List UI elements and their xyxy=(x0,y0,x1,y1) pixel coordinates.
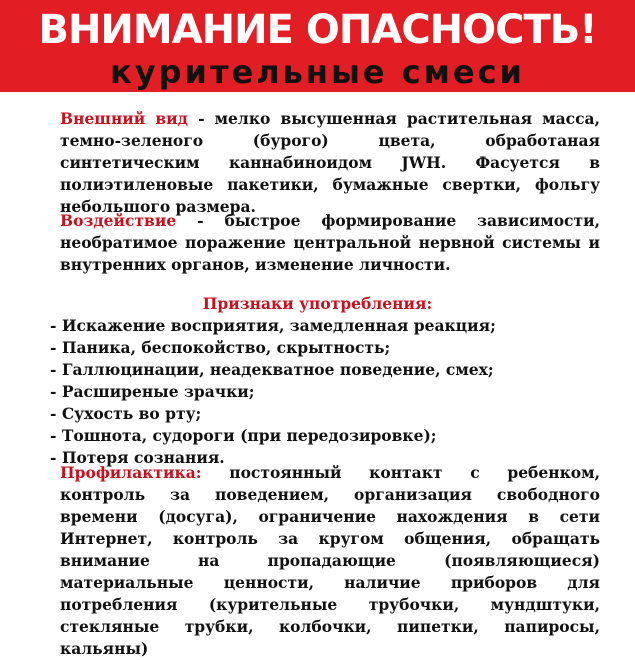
list-item: - Сухость во рту; xyxy=(50,404,202,423)
prevention-text: постоянный контакт с ребенком, контроль за поведением, организация свободного времени (досуга), ограничение нахождения в сети Интернет, контроль за кругом общения, обращать внимание на пропадающие (появляющиеся) материальные ценности, наличие приборов для потребления (курительные трубочки, мундштуки, стекляные трубки, колбочки, пипетки, папиросы, кальяны) xyxy=(60,463,600,658)
list-item: - Галлюцинации, неадекватное поведение, смех; xyxy=(50,360,494,379)
effect-text: - быстрое формирование зависимости, необратимое поражение центральной нервной системы и внутренних органов, изменение личности. xyxy=(60,211,600,274)
banner-divider xyxy=(0,92,635,98)
list-item: - Искажение восприятия, замедленная реакция; xyxy=(50,316,496,335)
effect-section xyxy=(60,210,600,276)
page-subtitle: курительные смеси xyxy=(110,53,525,91)
prevention-label: Профилактика: xyxy=(60,463,202,482)
appearance-section xyxy=(60,108,600,218)
prevention-section xyxy=(60,462,600,660)
list-item: - Тошнота, судороги (при передозировке); xyxy=(50,426,437,445)
effect-label: Воздействие xyxy=(60,211,177,230)
appearance-text: - мелко высушенная растительная масса, темно-зеленого (бурого) цвета, обработаная синтетическим каннабиноидом JWH. Фасуется в полиэтиленовые пакетики, бумажные свертки, фольгу небольшого размера. xyxy=(60,109,600,216)
signs-heading: Признаки употребления: xyxy=(202,294,433,313)
list-item: - Потеря сознания. xyxy=(50,448,225,467)
signs-list xyxy=(50,315,610,469)
list-item: - Паника, беспокойство, скрытность; xyxy=(50,338,391,357)
list-item: - Расширеные зрачки; xyxy=(50,382,255,401)
header-banner xyxy=(0,0,635,92)
page-title: ВНИМАНИЕ ОПАСНОСТЬ! xyxy=(38,7,597,53)
appearance-label: Внешний вид xyxy=(60,109,188,128)
